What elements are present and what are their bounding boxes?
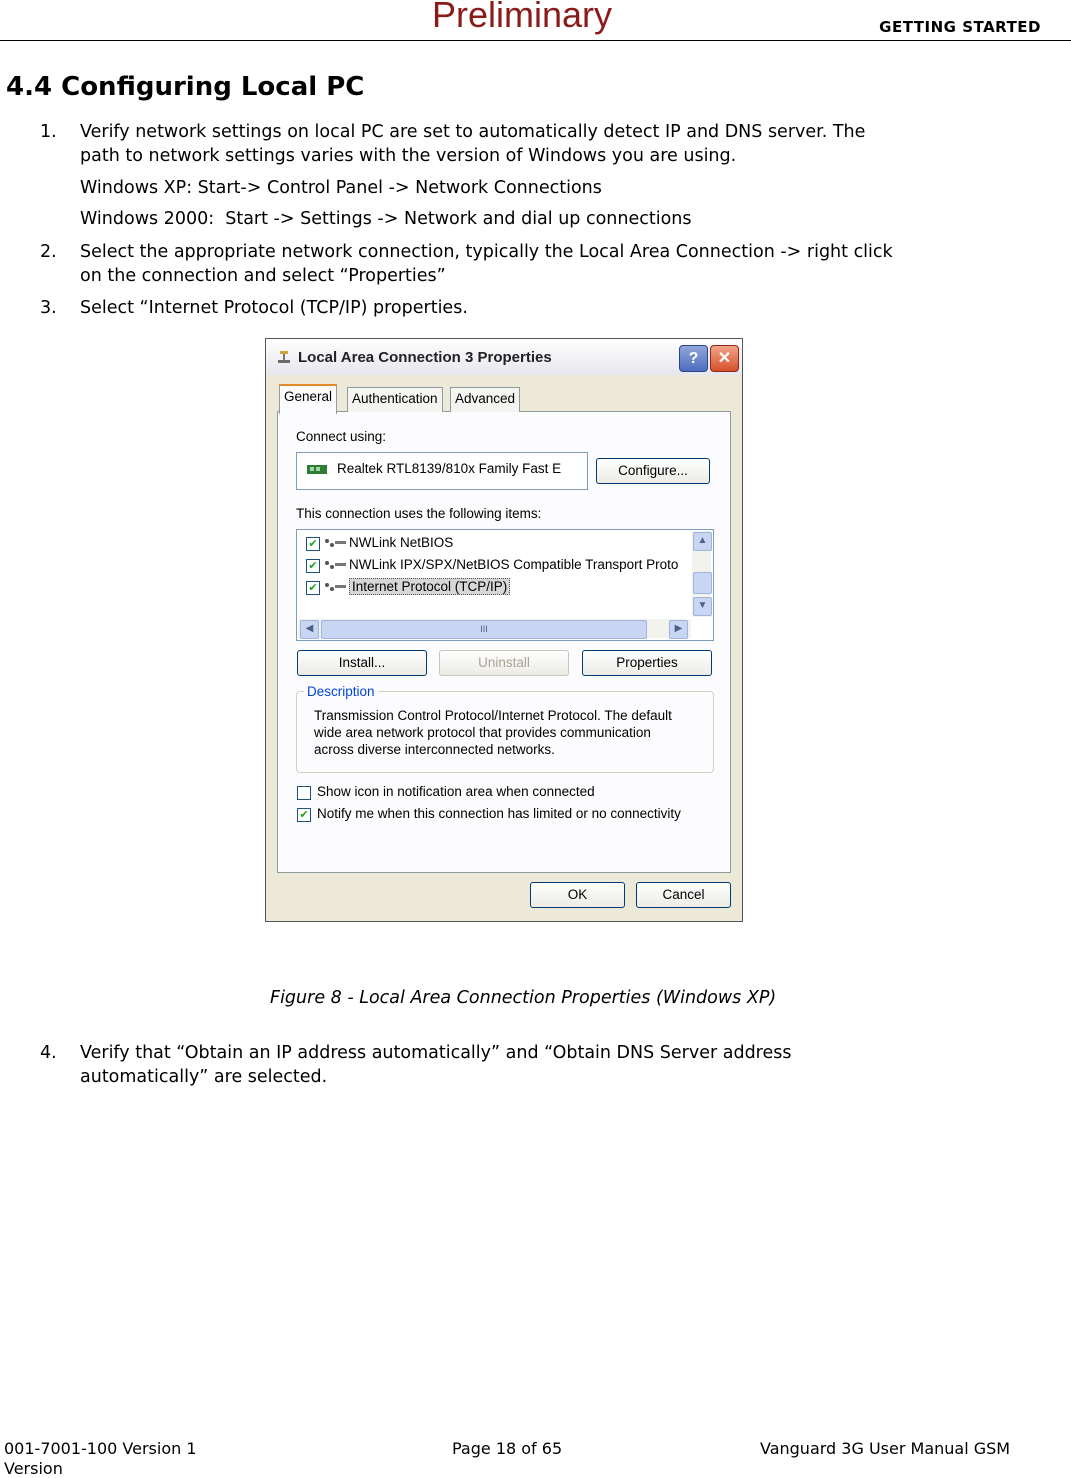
windows-xp-path: Windows XP: Start-> Control Panel -> Network Connections	[80, 178, 602, 198]
close-button[interactable]: ✕	[710, 345, 739, 372]
protocol-icon	[324, 559, 346, 571]
page-title: 4.4 Configuring Local PC	[6, 72, 365, 102]
tab-general[interactable]: General	[279, 384, 337, 414]
adapter-name: Realtek RTL8139/810x Family Fast E	[337, 461, 562, 476]
properties-button[interactable]: Properties	[582, 650, 712, 676]
adapter-field	[296, 452, 588, 490]
step-1-number: 1.	[40, 122, 57, 142]
network-adapter-icon	[307, 464, 327, 476]
description-legend: Description	[304, 684, 378, 699]
cancel-button[interactable]: Cancel	[636, 882, 731, 908]
show-icon-checkbox[interactable]	[297, 786, 311, 800]
help-button[interactable]: ?	[679, 345, 708, 372]
ok-button[interactable]: OK	[530, 882, 625, 908]
components-list[interactable]	[296, 529, 714, 641]
scroll-down-icon[interactable]: ▼	[693, 597, 712, 616]
preliminary-watermark: Preliminary	[432, 0, 613, 35]
items-label: This connection uses the following items:	[296, 506, 542, 521]
item-3-label[interactable]: Internet Protocol (TCP/IP)	[349, 578, 510, 595]
step-2-number: 2.	[40, 242, 57, 262]
step-4-number: 4.	[40, 1043, 57, 1063]
description-line-3: across diverse interconnected networks.	[314, 742, 555, 757]
notify-label: Notify me when this connection has limited or no connectivity	[317, 806, 681, 821]
item-2-label: NWLink IPX/SPX/NetBIOS Compatible Transport Proto	[349, 557, 679, 572]
scroll-thumb-horizontal[interactable]: III	[321, 620, 647, 639]
tab-authentication[interactable]: Authentication	[347, 387, 443, 412]
dialog-title: Local Area Connection 3 Properties	[298, 349, 552, 366]
protocol-icon	[324, 537, 346, 549]
step-2-line-2: on the connection and select “Properties”	[80, 266, 446, 286]
item-1-label: NWLink NetBIOS	[349, 535, 454, 550]
description-line-2: wide area network protocol that provides communication	[314, 725, 651, 740]
protocol-icon	[324, 581, 346, 593]
scroll-up-icon[interactable]: ▲	[693, 532, 712, 551]
scroll-thumb[interactable]	[693, 572, 712, 594]
tab-advanced[interactable]: Advanced	[450, 387, 520, 412]
network-connection-icon	[276, 349, 292, 365]
windows-2000-path: Windows 2000: Start -> Settings -> Network and dial up connections	[80, 209, 692, 229]
notify-checkbox[interactable]: ✔	[297, 808, 311, 822]
step-1-line-1: Verify network settings on local PC are set to automatically detect IP and DNS server. The	[80, 122, 866, 142]
local-area-connection-dialog	[265, 338, 743, 922]
connect-using-label: Connect using:	[296, 429, 387, 444]
uninstall-button: Uninstall	[439, 650, 569, 676]
figure-caption: Figure 8 - Local Area Connection Properties (Windows XP)	[270, 988, 777, 1008]
step-4-line-2: automatically” are selected.	[80, 1067, 328, 1087]
section-header: GETTING STARTED	[879, 18, 1041, 36]
step-4-line-1: Verify that “Obtain an IP address automatically” and “Obtain DNS Server address	[80, 1043, 792, 1063]
step-2-line-1: Select the appropriate network connection, typically the Local Area Connection -> right click	[80, 242, 893, 262]
item-2-checkbox[interactable]: ✔	[306, 559, 320, 573]
dialog-title-bar	[266, 339, 742, 375]
footer-document-number-wrap: Version	[4, 1459, 63, 1478]
description-line-1: Transmission Control Protocol/Internet Protocol. The default	[314, 708, 672, 723]
configure-button[interactable]: Configure...	[596, 458, 710, 484]
step-3-number: 3.	[40, 298, 57, 318]
footer-manual-title: Vanguard 3G User Manual GSM	[760, 1439, 1011, 1458]
item-1-checkbox[interactable]: ✔	[306, 537, 320, 551]
step-3-line-1: Select “Internet Protocol (TCP/IP) properties.	[80, 298, 468, 318]
show-icon-label: Show icon in notification area when connected	[317, 784, 595, 799]
item-3-checkbox[interactable]: ✔	[306, 581, 320, 595]
footer-document-number: 001-7001-100 Version 1	[4, 1439, 197, 1458]
header-rule	[0, 40, 1071, 41]
step-1-line-2: path to network settings varies with the version of Windows you are using.	[80, 146, 737, 166]
scroll-left-icon[interactable]: ◀	[300, 620, 319, 639]
footer-page-number: Page 18 of 65	[452, 1439, 563, 1458]
scroll-right-icon[interactable]: ▶	[669, 620, 688, 639]
install-button[interactable]: Install...	[297, 650, 427, 676]
